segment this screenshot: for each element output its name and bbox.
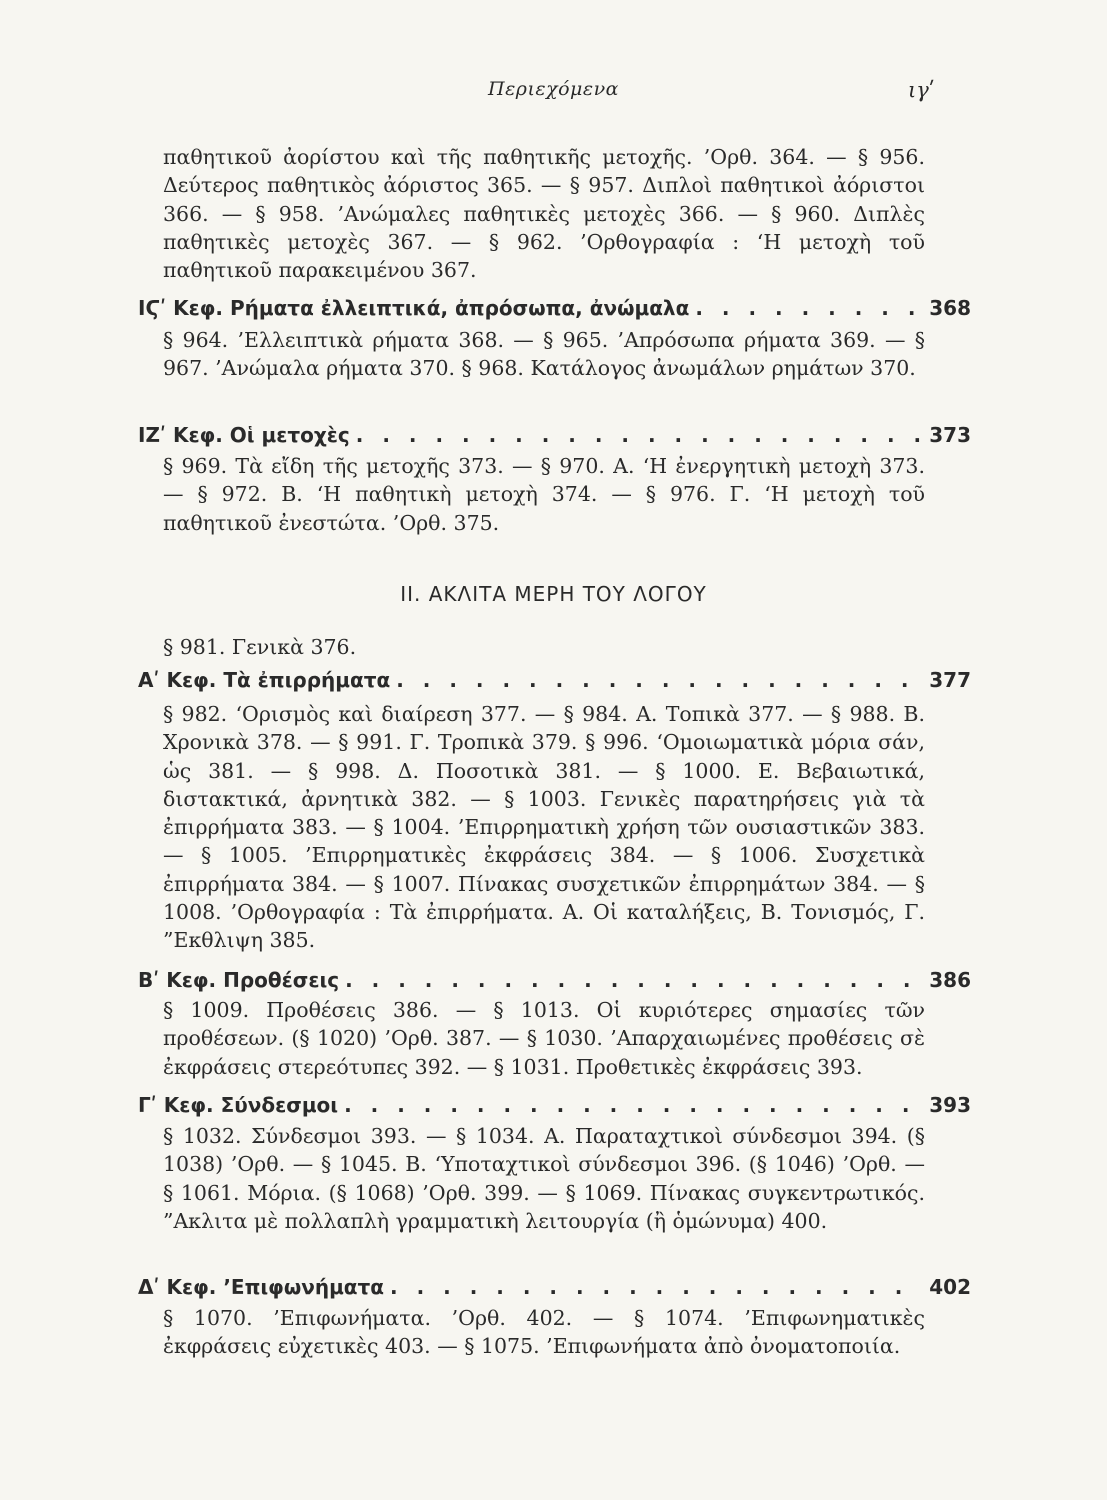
intro-paragraph: παθητικοῦ ἀορίστου καὶ τῆς παθητικῆς μετοχῆς. ’Ορθ. 364. — § 956. Δεύτερος παθητικὸς ἀόριστος 365. — § 957. Διπλοὶ παθητικοὶ ἀόριστοι 366. — § 958. ’Ανώμαλες παθητικὲς μετοχὲς 366. — § 960. Διπλὲς παθητικὲς μετοχὲς 367. — § 962. ’Ορθογραφία : ‘Η μετοχὴ τοῦ παθητικοῦ παρακειμένου 367. (163, 145, 925, 283)
leader-dots (695, 296, 923, 320)
chapter-17-contents: § 969. Τὰ εἴδη τῆς μετοχῆς 373. — § 970. Α. ‘Η ἐνεργητικὴ μετοχὴ 373. — § 972. Β. ‘Η παθητικὴ μετοχὴ 374. — § 976. Γ. ‘Η μετοχὴ τοῦ παθητικοῦ ἐνεστώτα. ’Ορθ. 375. (163, 454, 925, 535)
leader-dots (356, 423, 923, 447)
toc-entry-chapter-b[interactable] (138, 968, 971, 992)
leader-dots (396, 668, 923, 692)
chapter-title: Βʹ Κεφ. Προθέσεις (138, 968, 340, 992)
page-number: ιγʹ (908, 78, 935, 102)
chapter-page-number: 393 (929, 1093, 971, 1117)
chapter-page-number: 386 (929, 968, 971, 992)
leader-dots (390, 1275, 923, 1299)
chapter-title: Αʹ Κεφ. Τὰ ἐπιρρήματα (138, 668, 391, 692)
chapter-page-number: 373 (929, 423, 971, 447)
chapter-16-contents: § 964. ’Ελλειπτικὰ ρήματα 368. — § 965. ’Απρόσωπα ρήματα 369. — § 967. ’Ανώμαλα ρήματα 370. § 968. Κατάλογος ἀνωμάλων ρημάτων 370. (163, 328, 925, 381)
running-title: Περιεχόμενα (488, 78, 619, 100)
chapter-g-contents: § 1032. Σύνδεσμοι 393. — § 1034. Α. Παραταχτικοὶ σύνδεσμοι 394. (§ 1038) ’Ορθ. — § 1045. Β. ‘Υποταχτικοὶ σύνδεσμοι 396. (§ 1046) ’Ορθ. — § 1061. Μόρια. (§ 1068) ’Ορθ. 399. — § 1069. Πίνακας συγκεντρωτικός. ”Ακλιτα μὲ πολλαπλὴ γραμματικὴ λειτουργία (ἢ ὁμώνυμα) 400. (163, 1124, 925, 1233)
chapter-page-number: 377 (929, 668, 971, 692)
toc-entry-chapter-17[interactable] (138, 423, 971, 447)
toc-entry-chapter-d[interactable] (138, 1275, 971, 1299)
leader-dots (345, 968, 923, 992)
section-intro: § 981. Γενικὰ 376. (163, 635, 357, 659)
chapter-a-contents: § 982. ‘Ορισμὸς καὶ διαίρεση 377. — § 984. Α. Τοπικὰ 377. — § 988. Β. Χρονικὰ 378. — § 991. Γ. Τροπικὰ 379. § 996. ‘Ομοιωματικὰ μόρια σάν, ὡς 381. — § 998. Δ. Ποσοτικὰ 381. — § 1000. Ε. Βεβαιωτικά, διστακτικά, ἀρνητικὰ 382. — § 1003. Γενικὲς παρατηρήσεις γιὰ τὰ ἐπιρρήματα 383. — § 1004. ’Επιρρηματικὴ χρήση τῶν ουσιαστικῶν 383. — § 1005. ’Επιρρηματικὲς ἐκφράσεις 384. — § 1006. Συσχετικὰ ἐπιρρήματα 384. — § 1007. Πίνακας συσχετικῶν ἐπιρρημάτων 384. — § 1008. ’Ορθογραφία : Τὰ ἐπιρρήματα. Α. Οἱ καταλήξεις, Β. Τονισμός, Γ. ”Εκθλιψη 385. (163, 702, 925, 953)
chapter-page-number: 368 (929, 296, 971, 320)
chapter-d-contents: § 1070. ’Επιφωνήματα. ’Ορθ. 402. — § 1074. ’Επιφωνηματικὲς ἐκφράσεις εὐχετικὲς 403. — § 1075. ’Επιφωνήματα ἀπὸ ὀνοματοποιία. (163, 1306, 925, 1359)
toc-entry-chapter-g[interactable] (138, 1093, 971, 1117)
chapter-title: Δʹ Κεφ. ’Επιφωνήματα (138, 1275, 385, 1299)
chapter-page-number: 402 (929, 1275, 971, 1299)
chapter-title: Γʹ Κεφ. Σύνδεσμοι (138, 1093, 339, 1117)
chapter-title: ΙΖʹ Κεφ. Οἱ μετοχὲς (138, 423, 350, 447)
toc-entry-chapter-a[interactable] (138, 668, 971, 692)
section-heading: II. ΑΚΛΙΤΑ ΜΕΡΗ ΤΟΥ ΛΟΓΟΥ (400, 582, 707, 606)
chapter-title: ΙϚʹ Κεφ. Ρήματα ἐλλειπτικά, ἀπρόσωπα, ἀνώμαλα (138, 296, 690, 320)
toc-entry-chapter-16[interactable] (138, 296, 971, 320)
chapter-b-contents: § 1009. Προθέσεις 386. — § 1013. Οἱ κυριότερες σημασίες τῶν προθέσεων. (§ 1020) ’Ορθ. 387. — § 1030. ’Απαρχαιωμένες προθέσεις σὲ ἐκφράσεις στερεότυπες 392. — § 1031. Προθετικὲς ἐκφράσεις 393. (163, 998, 925, 1079)
leader-dots (344, 1093, 923, 1117)
